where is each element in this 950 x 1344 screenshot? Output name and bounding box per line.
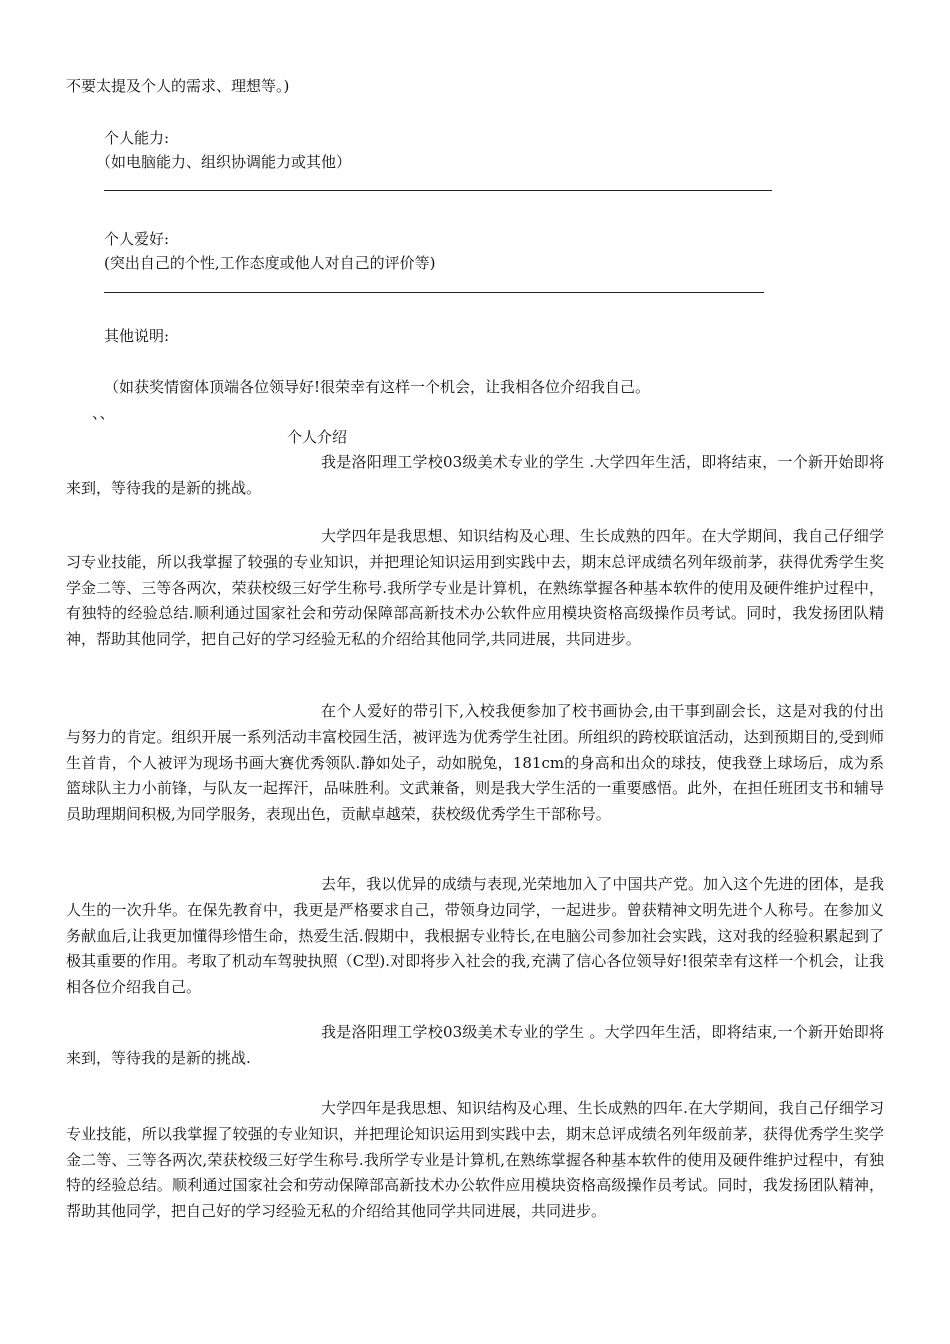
- punctuation-marks: 、、: [92, 404, 115, 422]
- hobby-hint: (突出自己的个性,工作态度或他人对自己的评价等): [104, 254, 436, 272]
- paragraph-6: 大学四年是我思想、知识结构及心理、生长成熟的四年.在大学期间，我自己仔细学习专业技能，所以我掌握了较强的专业知识，并把理论知识运用到实践中去，期末总评成绩名列年级前茅，获得优秀学生奖学金二等、三等各两次,荣获校级三好学生称号.我所学专业是计算机,在熟练掌握各种基本软件的使用及硬件维护过程中，有独特的经验总结。顺利通过国家社会和劳动保障部高新技术办公软件应用模块资格高级操作员考试。同时，我发扬团队精神，帮助其他同学，把自己好的学习经验无私的介绍给其他同学共同进展，共同进步。: [66, 1099, 884, 1221]
- ability-hint: （如电脑能力、组织协调能力或其他）: [96, 153, 352, 171]
- ability-label: 个人能力:: [104, 129, 170, 147]
- intro-tail-text: 不要太提及个人的需求、理想等。): [66, 77, 290, 95]
- hobby-label: 个人爱好:: [104, 230, 170, 248]
- paragraph-3: 在个人爱好的带引下,入校我便参加了校书画协会,由干事到副会长，这是对我的付出与努力的肯定。组织开展一系列活动丰富校园生活，被评选为优秀学生社团。所组织的跨校联谊活动，达到预期目的,受到师生首肯，个人被评为现场书画大赛优秀领队.静如处子，动如脱兔，181cm的身高和出众的球技，使我登上球场后，成为系篮球队主力小前锋，与队友一起挥汗，品味胜利。文武兼备，则是我大学生活的一重要感悟。此外，在担任班团支书和辅导员助理期间积极,为同学服务，表现出色，贡献卓越荣，获校级优秀学生干部称号。: [66, 702, 884, 824]
- ability-fill-line: [104, 190, 772, 191]
- section-title: 个人介绍: [287, 428, 348, 446]
- other-hint: （如获奖情窗体顶端各位领导好!很荣幸有这样一个机会，让我相各位介绍我自己。: [104, 378, 651, 396]
- paragraph-4: 去年，我以优异的成绩与表现,光荣地加入了中国共产党。加入这个先进的团体，是我人生的一次升华。在保先教育中，我更是严格要求自己，带领身边同学，一起进步。曾获精神文明先进个人称号。在参加义务献血后,让我更加懂得珍惜生命，热爱生活.假期中，我根据专业特长,在电脑公司参加社会实践，这对我的经验积累起到了极其重要的作用。考取了机动车驾驶执照（C型).对即将步入社会的我,充满了信心各位领导好!很荣幸有这样一个机会，让我相各位介绍我自己。: [66, 875, 884, 997]
- other-label: 其他说明:: [104, 327, 170, 345]
- hobby-fill-line: [104, 292, 764, 293]
- paragraph-2: 大学四年是我思想、知识结构及心理、生长成熟的四年。在大学期间，我自己仔细学习专业技能，所以我掌握了较强的专业知识，并把理论知识运用到实践中去，期末总评成绩名列年级前茅，获得优秀学生奖学金二等、三等各两次，荣获校级三好学生称号.我所学专业是计算机，在熟练掌握各种基本软件的使用及硬件维护过程中，有独特的经验总结.顺利通过国家社会和劳动保障部高新技术办公软件应用模块资格高级操作员考试。同时，我发扬团队精神，帮助其他同学，把自己好的学习经验无私的介绍给其他同学,共同进展，共同进步。: [66, 527, 884, 649]
- paragraph-1: 我是洛阳理工学校03级美术专业的学生 .大学四年生活，即将结束，一个新开始即将来到，等待我的是新的挑战。: [66, 453, 884, 497]
- paragraph-5: 我是洛阳理工学校03级美术专业的学生 。大学四年生活，即将结束,一个新开始即将来到，等待我的是新的挑战.: [66, 1023, 884, 1067]
